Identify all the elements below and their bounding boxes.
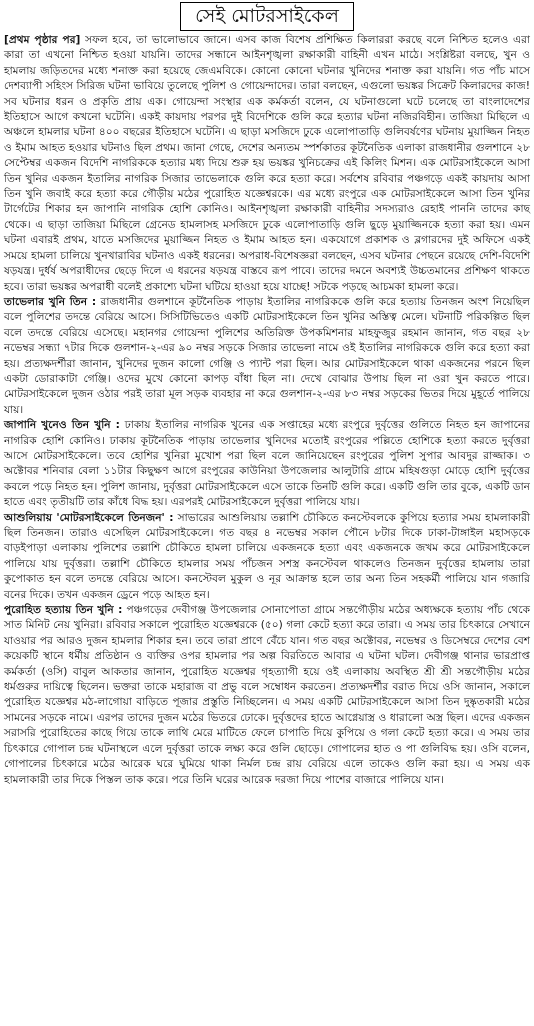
continued-from-front-page: [প্রথম পৃষ্ঠার পর] [4,34,81,46]
subheading-japanese: জাপানি খুনেও তিন খুনি : [4,419,120,432]
article-paragraph [4,511,530,603]
headline-bar [4,0,530,31]
paragraph-text: পঞ্চগড়ের দেবীগঞ্জ উপজেলার সোনাপোতা গ্রামে সন্তগৌড়ীয় মঠের অধ্যক্ষকে হত্যায় পাঁচ থেকে সাত মিনিট নেয় খুনিরা। রবিবার সকালে পুরোহিত যজ্ঞেশ্বরকে (৫০) গলা কেটে হত্যা করে তারা। এ সময় তার চিৎকারে সেখানে যাওয়ার পর আরও দুজন হামলার শিকার হন। তবে তারা প্রাণে বেঁচে যান। গত বছর অক্টোবর, নভেম্বর ও ডিসেম্বরে দেশের বেশ কয়েকটি স্থানে ধর্মীয় প্রতিষ্ঠান ও ব্যক্তির ওপর হামলার পর অল্প বিরতিতে আবার এ ঘটনা ঘটল। দেবীগঞ্জ থানার ভারপ্রাপ্ত কর্মকর্তা (ওসি) বাবুল আকতার জানান, পুরোহিত যজ্ঞেশ্বর গৃহত্যাগী হয়ে ওই এলাকায় অবস্থিত শ্রী শ্রী সন্তগৌড়ীয় মঠের ধর্মগুরুর দায়িত্বে ছিলেন। ভক্তরা তাকে মহারাজ বা প্রভু বলে সম্বোধন করতেন। প্রত্যক্ষদর্শীর বরাত দিয়ে ওসি জানান, সকালে পুরোহিত যজ্ঞেশ্বর মঠ-লাগোয়া বাড়িতে পূজার প্রস্তুতি নিচ্ছিলেন। এ সময় একটি মোটরসাইকেলে আসা তিন দুষ্কৃতকারী মঠের সামনের সড়কে নামে। এরপর তাদের দুজন মঠের ভিতরে ঢোকে। দুর্বৃত্তদের হাতে আগ্নেয়াস্ত্র ও ধারালো অস্ত্র ছিল। এদের একজন সরাসরি পুরোহিতের কাছে গিয়ে তাকে লাথি মেরে মাটিতে ফেলে চাপাতি দিয়ে কুপিয়ে ও গলা কেটে হত্যা করে। এ সময় তার চিৎকারে গোপাল চন্দ্র ঘটনাস্থলে এলে দুর্বৃত্তরা তাকে লক্ষ্য করে গুলি ছোড়ে। গোপালের হাত ও পা গুলিবিদ্ধ হয়। ওসি বলেন, গোপালের চিৎকারে মঠের আরেক ঘরে ঘুমিয়ে থাকা নির্মল চন্দ্র রায় বেরিয়ে এলে তাকেও গুলি করা হয়। এ সময় এক হামলাকারী তার দিকে পিস্তল তাক করে। পরে তিনি ঘরের আরেক দরজা দিয়ে পাশের বাজারে পালিয়ে যান। [4,604,530,786]
article-headline: সেই মোটরসাইকেল [180,2,354,31]
paragraph-text: সফল হবে, তা ভালোভাবে জানে। এসব কাজ বিশেষ প্রশিক্ষিত কিলাররা করছে বলে নিশ্চিত হলেও এরা কারা তা এখনো নিশ্চিত হওয়া যায়নি। তাদের সন্ধানে আইনশৃঙ্খলা রক্ষাকারী বাহিনী এখন মাঠে। সংশ্লিষ্টরা বলছে, খুন ও হামলায় জড়িতদের মধ্যে শনাক্ত করা হয়েছে জেএমবিকে। কোনো কোনো ঘটনার খুনিদের শনাক্ত করা যায়নি। গত পাঁচ মাসে দেশব্যাপী সহিংস সিরিজ ঘটনা ভাবিয়ে তুলেছে পুলিশ ও গোয়েন্দাদের। তারা বলছেন, এগুলো ভয়ঙ্কর সিক্রেট কিলারদের কাজ! সব ঘটনার ধরন ও প্রকৃতি প্রায় এক। গোয়েন্দা সংস্থার এক কর্মকর্তা বলেন, যে ঘটনাগুলো ঘটে চলেছে তা বাংলাদেশের ইতিহাসে আগে কখনো ঘটেনি। একই কায়দায় পরপর দুই বিদেশিকে গুলি করে হত্যার ঘটনা নজিরবিহীন। তাজিয়া মিছিলে এ অঞ্চলে হামলার ঘটনা ৪০০ বছরের ইতিহাসে ঘটেনি। এ ছাড়া মসজিদে ঢুকে এলোপাতাড়ি গুলিবর্ষণের ঘটনায় মুয়াজ্জিন নিহত ও ইমাম আহত হওয়ার ঘটনাও ছিল প্রথম। জানা গেছে, দেশের অন্যতম স্পর্শকাতর কূটনৈতিক এলাকা রাজধানীর গুলশানে ২৮ সেপ্টেম্বর একজন বিদেশি নাগরিককে হত্যার মধ্য দিয়ে শুরু হয় ভয়ঙ্কর খুনিচক্রের এই কিলিং মিশন। এক মোটরসাইকেলে আসা তিন খুনির একজন ইতালির নাগরিক সিজার তাভেলাকে গুলি করে হত্যা করে। সর্বশেষ রবিবার পঞ্চগড়ে একই কায়দায় আসা তিন খুনি জবাই করে হত্যা করে গৌড়ীয় মঠের পুরোহিত যজ্ঞেশ্বরকে। এর মধ্যে রংপুরে এক মোটরসাইকেলে আসা তিন খুনির টার্গেটের শিকার হন জাপানি নাগরিক হোশি কোনিও। আইনশৃঙ্খলা রক্ষাকারী বাহিনীর সদস্যরাও রেহাই পাননি তাদের কাছ থেকে। এ ছাড়া তাজিয়া মিছিলে গ্রেনেড হামলাসহ মসজিদে ঢুকে এলোপাতাড়ি গুলি ছুড়ে মুয়াজ্জিনকে হত্যা করা হয়। এমন ঘটনা এবারই প্রথম, যাতে মসজিদের মুয়াজ্জিন নিহত ও ইমাম আহত হন। একযোগে প্রকাশক ও ব্লগারদের দুই অফিসে একই সময়ে হামলা চালিয়ে খুনখারাবির ঘটনাও একই ধরনের। অপরাধ-বিশেষজ্ঞরা বলছেন, এসব ঘটনার পেছনে রয়েছে দেশি-বিদেশি ষড়যন্ত্র। দুর্ধর্ষ অপরাধীদের ছেড়ে দিলে এ ধরনের ষড়যন্ত্র বাস্তবে রূপ পাবে। তাদের দমনে অবশ্যই উচ্চতমানের প্রশিক্ষণ থাকতে হবে। তারা ভয়ঙ্কর অপরাধী বলেই প্রকাশ্যে ঘটনা ঘটিয়ে হাওয়া হয়ে যাচ্ছে! সটকে পড়ছে আচমকা হামলা করে। [4,34,530,293]
subheading-ashulia: আশুলিয়ায় 'মোটরসাইকেলে তিনজন' : [4,511,174,524]
article-paragraph [4,33,530,295]
paragraph-text: রাজধানীর গুলশানে কূটনৈতিক পাড়ায় ইতালির নাগরিককে গুলি করে হত্যায় তিনজন অংশ নিয়েছিল বলে পুলিশের তদন্তে বেরিয়ে আসে। সিসিটিভিতেও একটি মোটরসাইকেলে তিন খুনির অস্তিত্ব মেলে। ঘটনাটি পরিকল্পিত ছিল বলে তদন্তে বেরিয়ে এসেছে। মহানগর গোয়েন্দা পুলিশের অতিরিক্ত উপকমিশনার মাহফুজুর রহমান জানান, গত বছর ২৮ নভেম্বর সন্ধ্যা ৭টার দিকে গুলশান-২-এর ৯০ নম্বর সড়কে সিজার তাভেলা নামে ওই ইতালির নাগরিককে গুলি করে হত্যা করা হয়। প্রত্যক্ষদর্শীরা জানান, খুনিদের দুজন কালো গেঞ্জি ও প্যান্ট পরা ছিল। আর মোটরসাইকেলে থাকা একজনের পরনে ছিল একটা ডোরাকাটা গেঞ্জি। ওদের মুখে কোনো কাপড় বাঁধা ছিল না। দেখে বোঝার উপায় ছিল না ওরা খুন করতে পারে। মোটরসাইকেলে দুজন ওঠার পরই তারা মূল সড়ক ব্যবহার না করে গুলশান-২-এর ৮৩ নম্বর সড়কের ভিতর দিয়ে মুহূর্তে পালিয়ে যায়। [4,295,530,416]
paragraph-text: ঢাকায় ইতালির নাগরিক খুনের এক সপ্তাহের মধ্যে রংপুরে দুর্বৃত্তের গুলিতে নিহত হন জাপানের নাগরিক হোশি কোনিও। ঢাকায় কূটনৈতিক পাড়ায় তাভেলার খুনিদের মতোই রংপুরের পল্লিতে হোশিকে হত্যা করতে দুর্বৃত্তরা আসে মোটরসাইকেলে। তবে হোশির খুনিরা মুখোশ পরা ছিল বলে জানিয়েছেন রংপুরের পুলিশ সুপার আবদুর রাজ্জাক। ৩ অক্টোবর শনিবার বেলা ১১টার কিছুক্ষণ আগে রংপুরের কাউনিয়া উপজেলার আলুটারি গ্রামে মহিষগুড়া মোড়ে হোশি দুর্বৃত্তের কবলে পড়ে নিহত হন। পুলিশ জানায়, দুর্বৃত্তরা মোটরসাইকেলে এসে তাকে তিনটি গুলি করে। একটি গুলি তার বুকে, একটি ডান হাতে এবং তৃতীয়টি তার কাঁধে বিদ্ধ হয়। এরপরই মোটরসাইকেলে দুর্বৃত্তরা পালিয়ে যায়। [4,419,531,509]
article-body [4,33,530,788]
subheading-priest: পুরোহিত হত্যায় তিন খুনি : [4,604,123,617]
paragraph-text: সাভারের আশুলিয়ায় তল্লাশি চৌকিতে কনস্টেবলকে কুপিয়ে হত্যার সময় হামলাকারী ছিল তিনজন। তারাও এসেছিল মোটরসাইকেলে। গত বছর ৪ নভেম্বর সকাল পৌনে ৮টার দিকে ঢাকা-টাঙ্গাইল মহাসড়কে বাড়ইপাড়া এলাকায় পুলিশের তল্লাশি চৌকিতে হামলা চালিয়ে একজনকে হত্যা এবং একজনকে জখম করে মোটরসাইকেলে পালিয়ে যায় দুর্বৃত্তরা। তল্লাশি চৌকিতে হামলার সময় পাঁচজন সশস্ত্র কনস্টেবল থাকলেও তিনজন দুর্বৃত্তের হামলায় তারা কুপোকাত হন বলে তদন্তে বেরিয়ে আসে। কনস্টেবল মুকুল ও নূর আক্রান্ত হলে তার অন্য তিন সহকর্মী পালিয়ে যান গজারি বনের দিকে। তখন একজন ড্রেনে পড়ে আহত হন। [4,511,530,601]
article-paragraph [4,295,530,418]
article-paragraph [4,418,530,510]
article-paragraph [4,603,530,788]
subheading-tavella: তাভেলার খুনি তিন : [4,295,97,308]
